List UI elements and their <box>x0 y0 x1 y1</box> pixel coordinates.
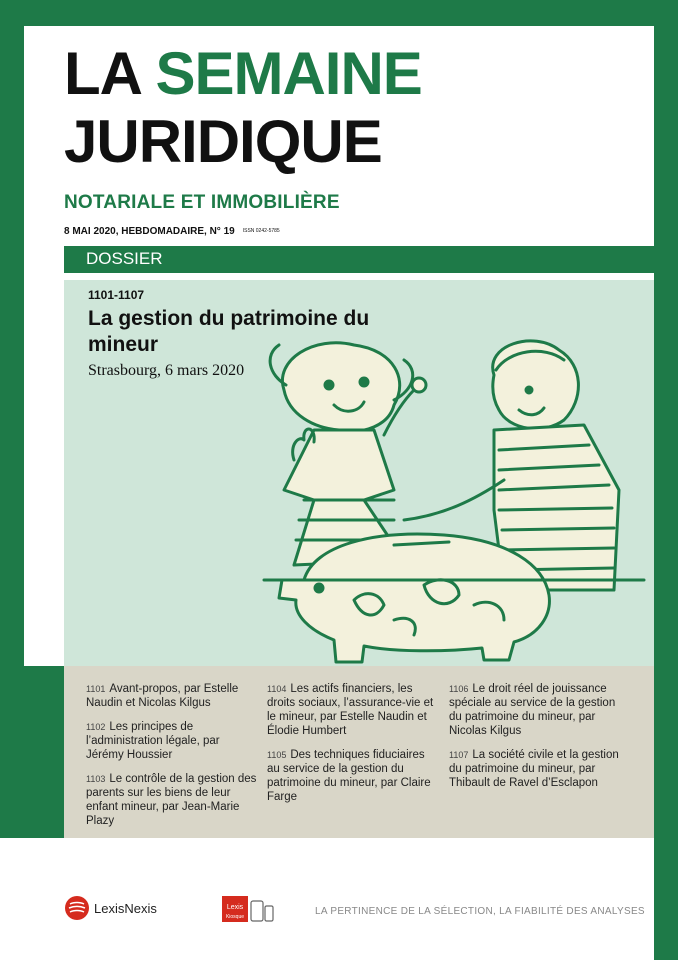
toc-item[interactable]: 1102 Les principes de l’administration légale, par Jérémy Houssier <box>86 721 220 761</box>
cover-bottom-panel <box>0 838 654 960</box>
dossier-hero <box>64 280 654 666</box>
kiosque-line1: Lexis <box>226 904 244 911</box>
dossier-title: La gestion du patrimoine du mineur <box>88 307 370 356</box>
lexis-kiosque-badge[interactable] <box>222 896 274 929</box>
issue-date-number: 8 MAI 2020, HEBDOMADAIRE, N° 19 <box>64 226 235 237</box>
lexisnexis-brand: LexisNexis <box>94 901 157 916</box>
lexisnexis-logo[interactable] <box>64 895 157 921</box>
children-piggy-bank-illustration <box>244 330 654 670</box>
toc-item[interactable]: 1103 Le contrôle de la gestion des parents sur les biens de leur enfant mineur, par Jean-Marie Plazy <box>86 773 257 827</box>
dossier-banner <box>64 246 654 273</box>
toc-column-2 <box>267 682 439 814</box>
masthead-semaine: SEMAINE <box>155 40 422 107</box>
masthead <box>64 40 422 176</box>
toc-item[interactable]: 1106 Le droit réel de jouissance spéciale au service de la gestion du patrimoine du mineur, par Nicolas Kilgus <box>449 683 616 737</box>
table-of-contents <box>64 666 654 838</box>
lexisnexis-logo-icon <box>64 895 90 921</box>
dossier-place-date: Strasbourg, 6 mars 2020 <box>88 362 245 379</box>
toc-item[interactable]: 1105 Des techniques fiduciaires au service de la gestion du patrimoine du mineur, par Claire Farge <box>267 749 431 803</box>
issn: ISSN 0242-5785 <box>242 228 280 235</box>
toc-item[interactable]: 1107 La société civile et la gestion du patrimoine du mineur, par Thibault de Ravel d’Esclapon <box>449 749 619 789</box>
masthead-juridique: JURIDIQUE <box>64 108 382 175</box>
publication-subtitle: NOTARIALE ET IMMOBILIÈRE <box>64 192 340 213</box>
toc-column-1 <box>86 682 258 838</box>
issue-info <box>64 226 280 237</box>
kiosque-devices-icon <box>222 896 274 924</box>
dossier-label: DOSSIER <box>86 249 163 268</box>
footer-slogan: LA PERTINENCE DE LA SÉLECTION, LA FIABILITÉ DES ANALYSES <box>315 906 645 917</box>
masthead-la: LA <box>64 40 156 107</box>
toc-item[interactable]: 1101 Avant-propos, par Estelle Naudin et Nicolas Kilgus <box>86 683 239 709</box>
toc-column-3 <box>449 682 621 800</box>
dossier-range: 1101-1107 <box>88 288 145 302</box>
kiosque-line2: Kiosque <box>225 914 245 920</box>
toc-item[interactable]: 1104 Les actifs financiers, les droits sociaux, l’assurance-vie et le mineur, par Estelle Naudin et Élodie Humbert <box>267 683 434 737</box>
